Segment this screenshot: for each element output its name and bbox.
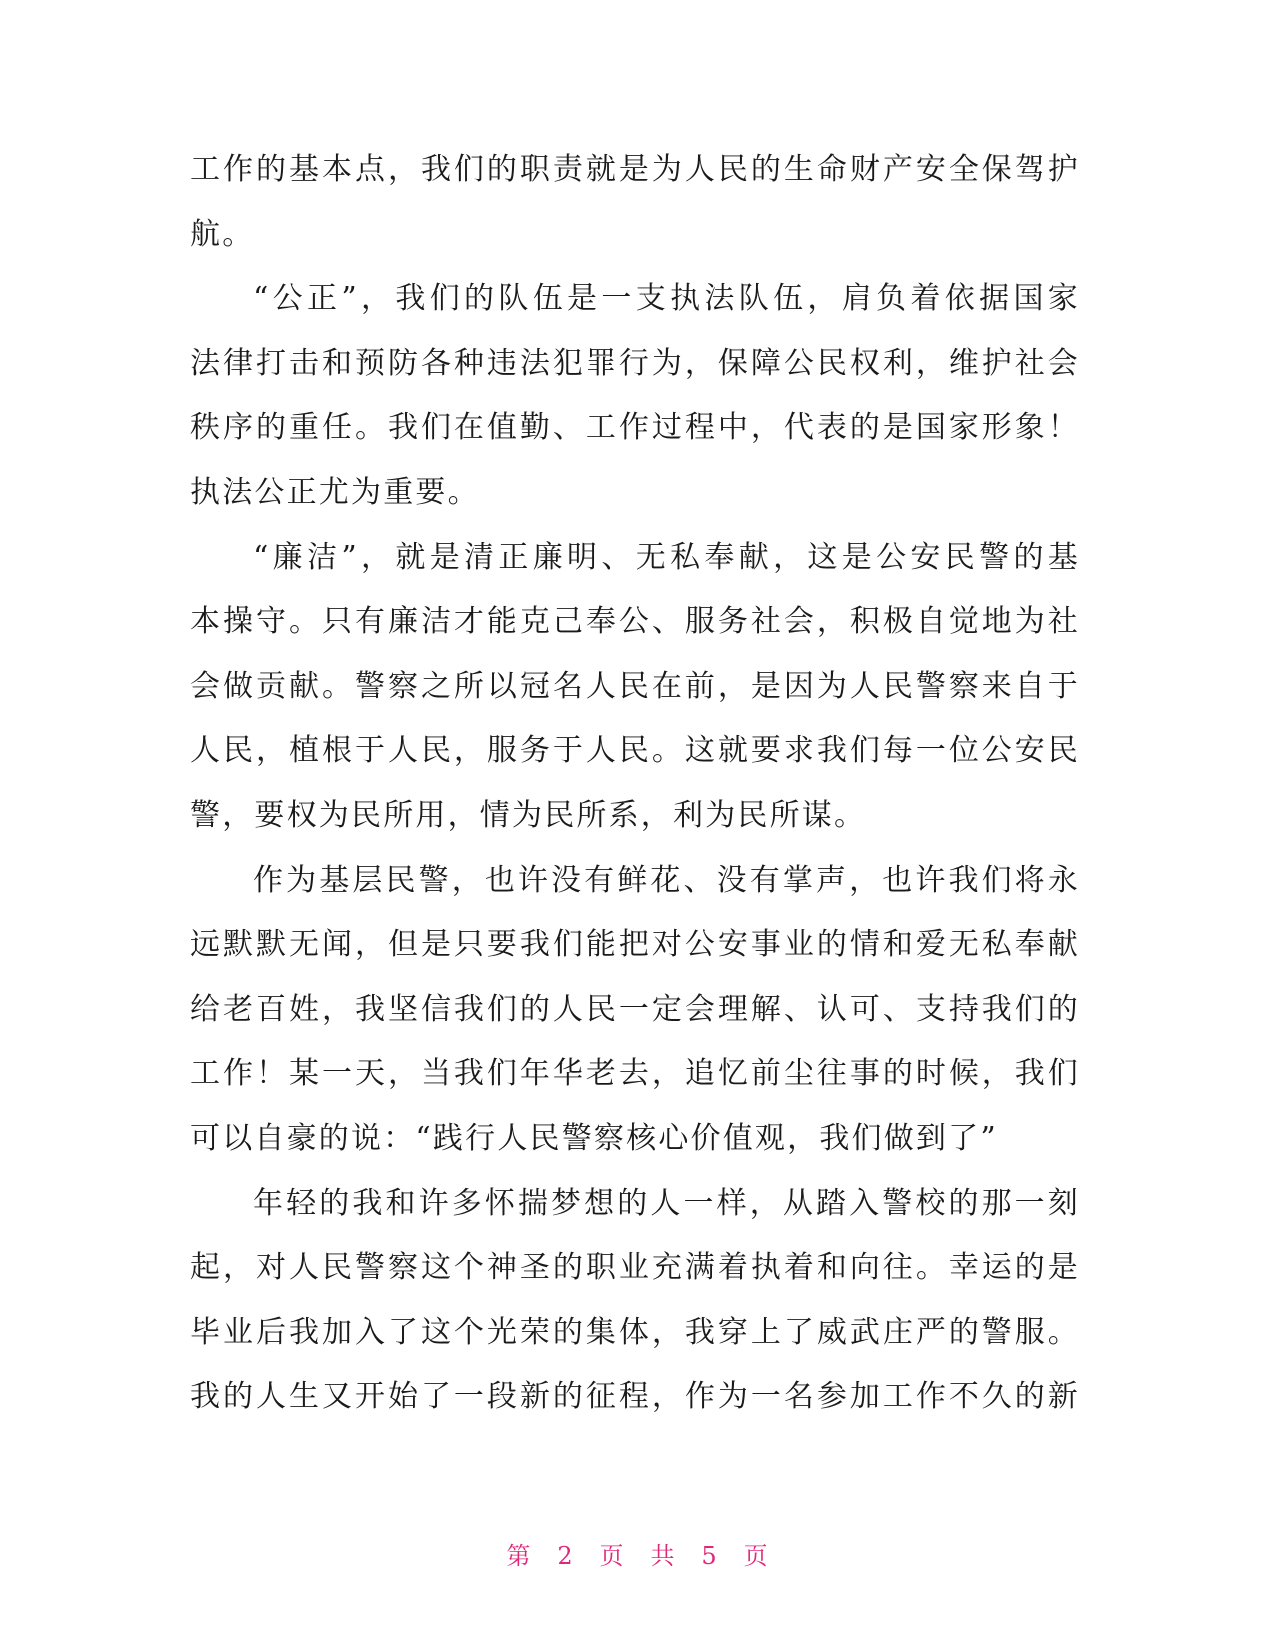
text-line: 工作！某一天，当我们年华老去，追忆前尘往事的时候，我们	[190, 1056, 1080, 1092]
footer-total-pages: 5	[701, 1542, 718, 1570]
text-line: 可以自豪的说：“践行人民警察核心价值观，我们做到了”	[190, 1120, 998, 1156]
text-line: 航。	[190, 216, 255, 252]
text-line: 秩序的重任。我们在值勤、工作过程中，代表的是国家形象！	[190, 410, 1080, 446]
text-line: 给老百姓，我坚信我们的人民一定会理解、认可、支持我们的	[190, 991, 1080, 1027]
footer-label-total-unit: 页	[743, 1542, 769, 1570]
text-line: 工作的基本点，我们的职责就是为人民的生命财产安全保驾护	[190, 152, 1080, 187]
body-text	[190, 138, 1080, 1430]
page-footer	[0, 1536, 1275, 1571]
text-line: 我的人生又开始了一段新的征程，作为一名参加工作不久的新	[190, 1379, 1080, 1415]
text-line: 法律打击和预防各种违法犯罪行为，保障公民权利，维护社会	[190, 345, 1080, 381]
text-line: 作为基层民警，也许没有鲜花、没有掌声，也许我们将永	[253, 862, 1080, 898]
text-line: “廉洁”，就是清正廉明、无私奉献，这是公安民警的基	[253, 539, 1080, 575]
text-line: “公正”，我们的队伍是一支执法队伍，肩负着依据国家	[253, 281, 1080, 317]
text-line: 人民，植根于人民，服务于人民。这就要求我们每一位公安民	[190, 733, 1080, 769]
text-line: 会做贡献。警察之所以冠名人民在前，是因为人民警察来自于	[190, 668, 1080, 704]
text-line: 执法公正尤为重要。	[190, 474, 480, 510]
text-line: 起，对人民警察这个神圣的职业充满着执着和向往。幸运的是	[190, 1250, 1080, 1286]
footer-label-total: 共	[650, 1542, 676, 1570]
footer-current-page: 2	[557, 1542, 574, 1570]
footer-label-page: 第	[506, 1542, 532, 1570]
footer-label-page-unit: 页	[599, 1542, 625, 1570]
text-line: 年轻的我和许多怀揣梦想的人一样，从踏入警校的那一刻	[253, 1185, 1080, 1221]
text-line: 本操守。只有廉洁才能克己奉公、服务社会，积极自觉地为社	[190, 604, 1080, 640]
text-line: 毕业后我加入了这个光荣的集体，我穿上了威武庄严的警服。	[190, 1314, 1080, 1350]
text-line: 警，要权为民所用，情为民所系，利为民所谋。	[190, 797, 867, 833]
text-line: 远默默无闻，但是只要我们能把对公安事业的情和爱无私奉献	[190, 927, 1080, 963]
